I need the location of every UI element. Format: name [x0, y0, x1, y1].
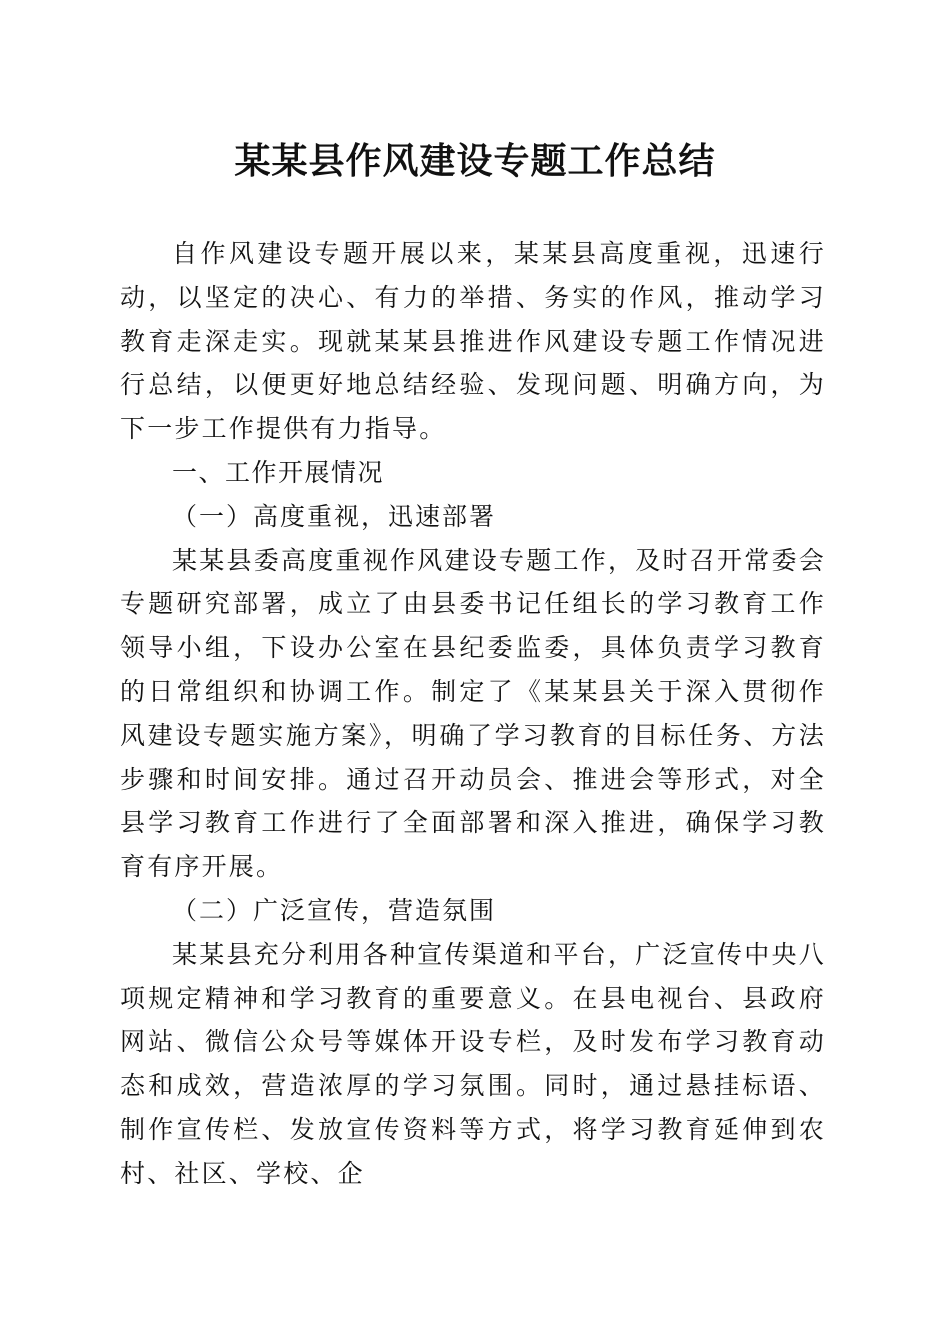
subsection-heading-publicity: （二）广泛宣传，营造氛围: [172, 895, 497, 925]
section-heading-work-progress: 一、工作开展情况: [172, 457, 385, 487]
subsection-heading-deployment: （一）高度重视，迅速部署: [172, 501, 497, 531]
publicity-paragraph: 某某县充分利用各种宣传渠道和平台，广泛宣传中央八项规定精神和学习教育的重要意义。在县电视台、县政府网站、微信公众号等媒体开设专栏，及时发布学习教育动态和成效，营造浓厚的学习氛围。同时，通过悬挂标语、制作宣传栏、发放宣传资料等方式，将学习教育延伸到农村、社区、学校、企: [120, 939, 826, 1188]
document-body: [120, 232, 826, 1196]
deployment-paragraph: 某某县委高度重视作风建设专题工作，及时召开常委会专题研究部署，成立了由县委书记任组长的学习教育工作领导小组，下设办公室在县纪委监委，具体负责学习教育的日常组织和协调工作。制定了《某某县关于深入贯彻作风建设专题实施方案》，明确了学习教育的目标任务、方法步骤和时间安排。通过召开动员会、推进会等形式，对全县学习教育工作进行了全面部署和深入推进，确保学习教育有序开展。: [120, 545, 826, 882]
intro-paragraph: 自作风建设专题开展以来，某某县高度重视，迅速行动，以坚定的决心、有力的举措、务实的作风，推动学习教育走深走实。现就某某县推进作风建设专题工作情况进行总结，以便更好地总结经验、发现问题、明确方向，为下一步工作提供有力指导。: [120, 239, 826, 444]
document-title: 某某县作风建设专题工作总结: [234, 140, 716, 182]
